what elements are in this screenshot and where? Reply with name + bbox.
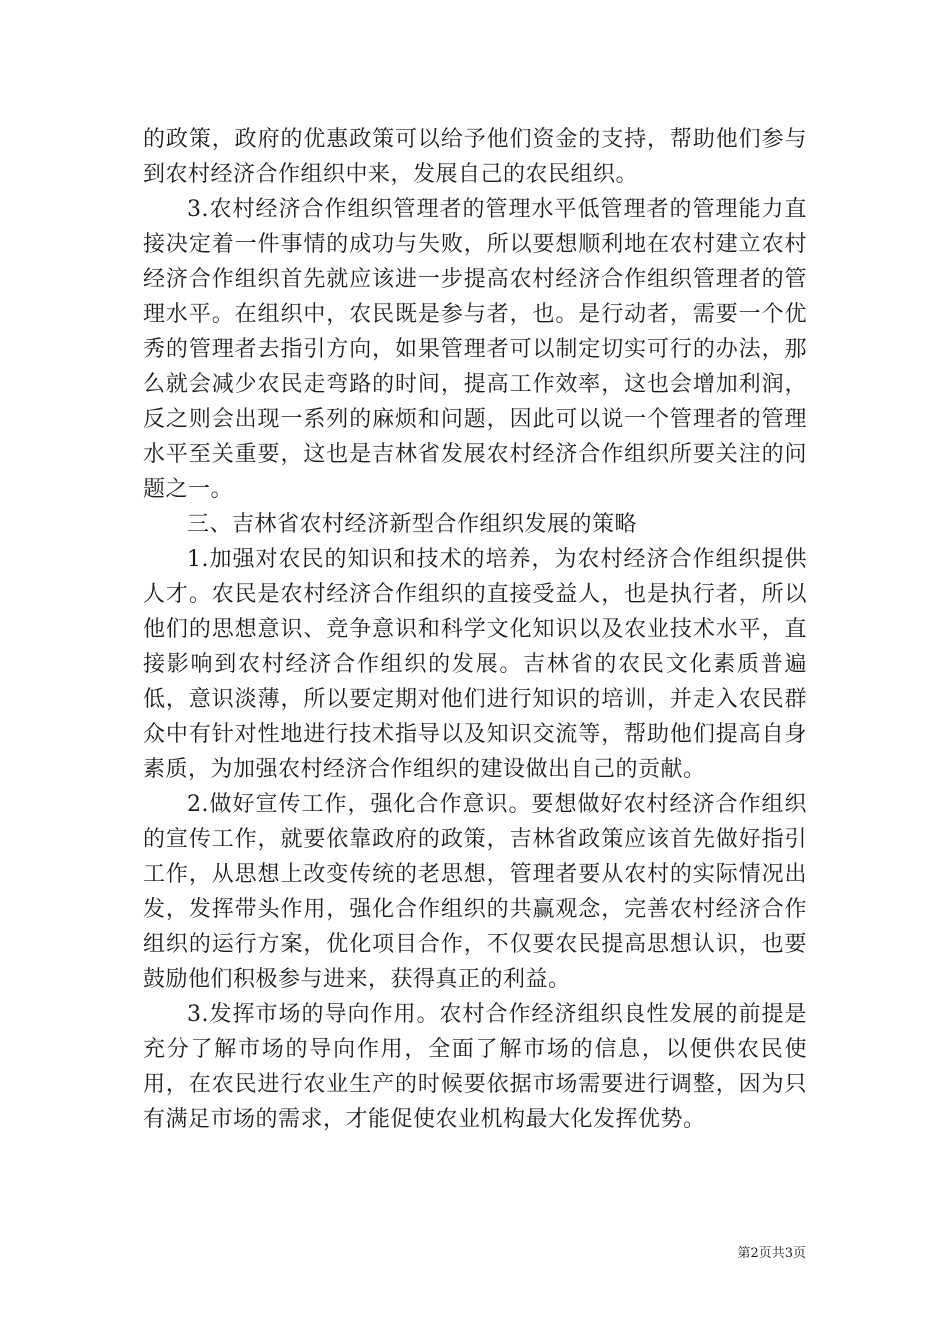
paragraph-continuation: 的政策，政府的优惠政策可以给予他们资金的支持，帮助他们参与到农村经济合作组织中来，发展自己的农民组织。 bbox=[143, 127, 807, 187]
paragraph-strategy-3: 3.发挥市场的导向作用。农村合作经济组织良性发展的前提是充分了解市场的导向作用，全面了解市场的信息，以便供农民使用，在农民进行农业生产的时候要依据市场需要进行调整，因为只有满足市场的需求，才能促使农业机构最大化发挥优势。 bbox=[143, 1002, 807, 1132]
section-heading: 三、吉林省农村经济新型合作组织发展的策略 bbox=[187, 512, 638, 537]
paragraph-strategy-2: 2.做好宣传工作，强化合作意识。要想做好农村经济合作组织的宣传工作，就要依靠政府的政策，吉林省政策应该首先做好指引工作，从思想上改变传统的老思想，管理者要从农村的实际情况出发，发挥带头作用，强化合作组织的共赢观念，完善农村经济合作组织的运行方案，优化项目合作，不仅要农民提高思想认识，也要鼓励他们积极参与进来，获得真正的利益。 bbox=[143, 792, 807, 992]
paragraph-manager-level: 3.农村经济合作组织管理者的管理水平低管理者的管理能力直接决定着一件事情的成功与失败，所以要想顺利地在农村建立农村经济合作组织首先就应该进一步提高农村经济合作组织管理者的管理水平。在组织中，农民既是参与者，也。是行动者，需要一个优秀的管理者去指引方向，如果管理者可以制定切实可行的办法，那么就会减少农民走弯路的时间，提高工作效率，这也会增加利润，反之则会出现一系列的麻烦和问题，因此可以说一个管理者的管理水平至关重要，这也是吉林省发展农村经济合作组织所要关注的问题之一。 bbox=[143, 197, 807, 502]
paragraph-strategy-1: 1.加强对农民的知识和技术的培养，为农村经济合作组织提供人才。农民是农村经济合作组织的直接受益人，也是执行者，所以他们的思想意识、竞争意识和科学文化知识以及农业技术水平，直接影响到农村经济合作组织的发展。吉林省的农民文化素质普遍低，意识淡薄，所以要定期对他们进行知识的培训，并走入农民群众中有针对性地进行技术指导以及知识交流等，帮助他们提高自身素质，为加强农村经济合作组织的建设做出自己的贡献。 bbox=[143, 547, 807, 782]
page-number-footer: 第2页共3页 bbox=[737, 1246, 806, 1261]
document-body bbox=[143, 122, 807, 1137]
